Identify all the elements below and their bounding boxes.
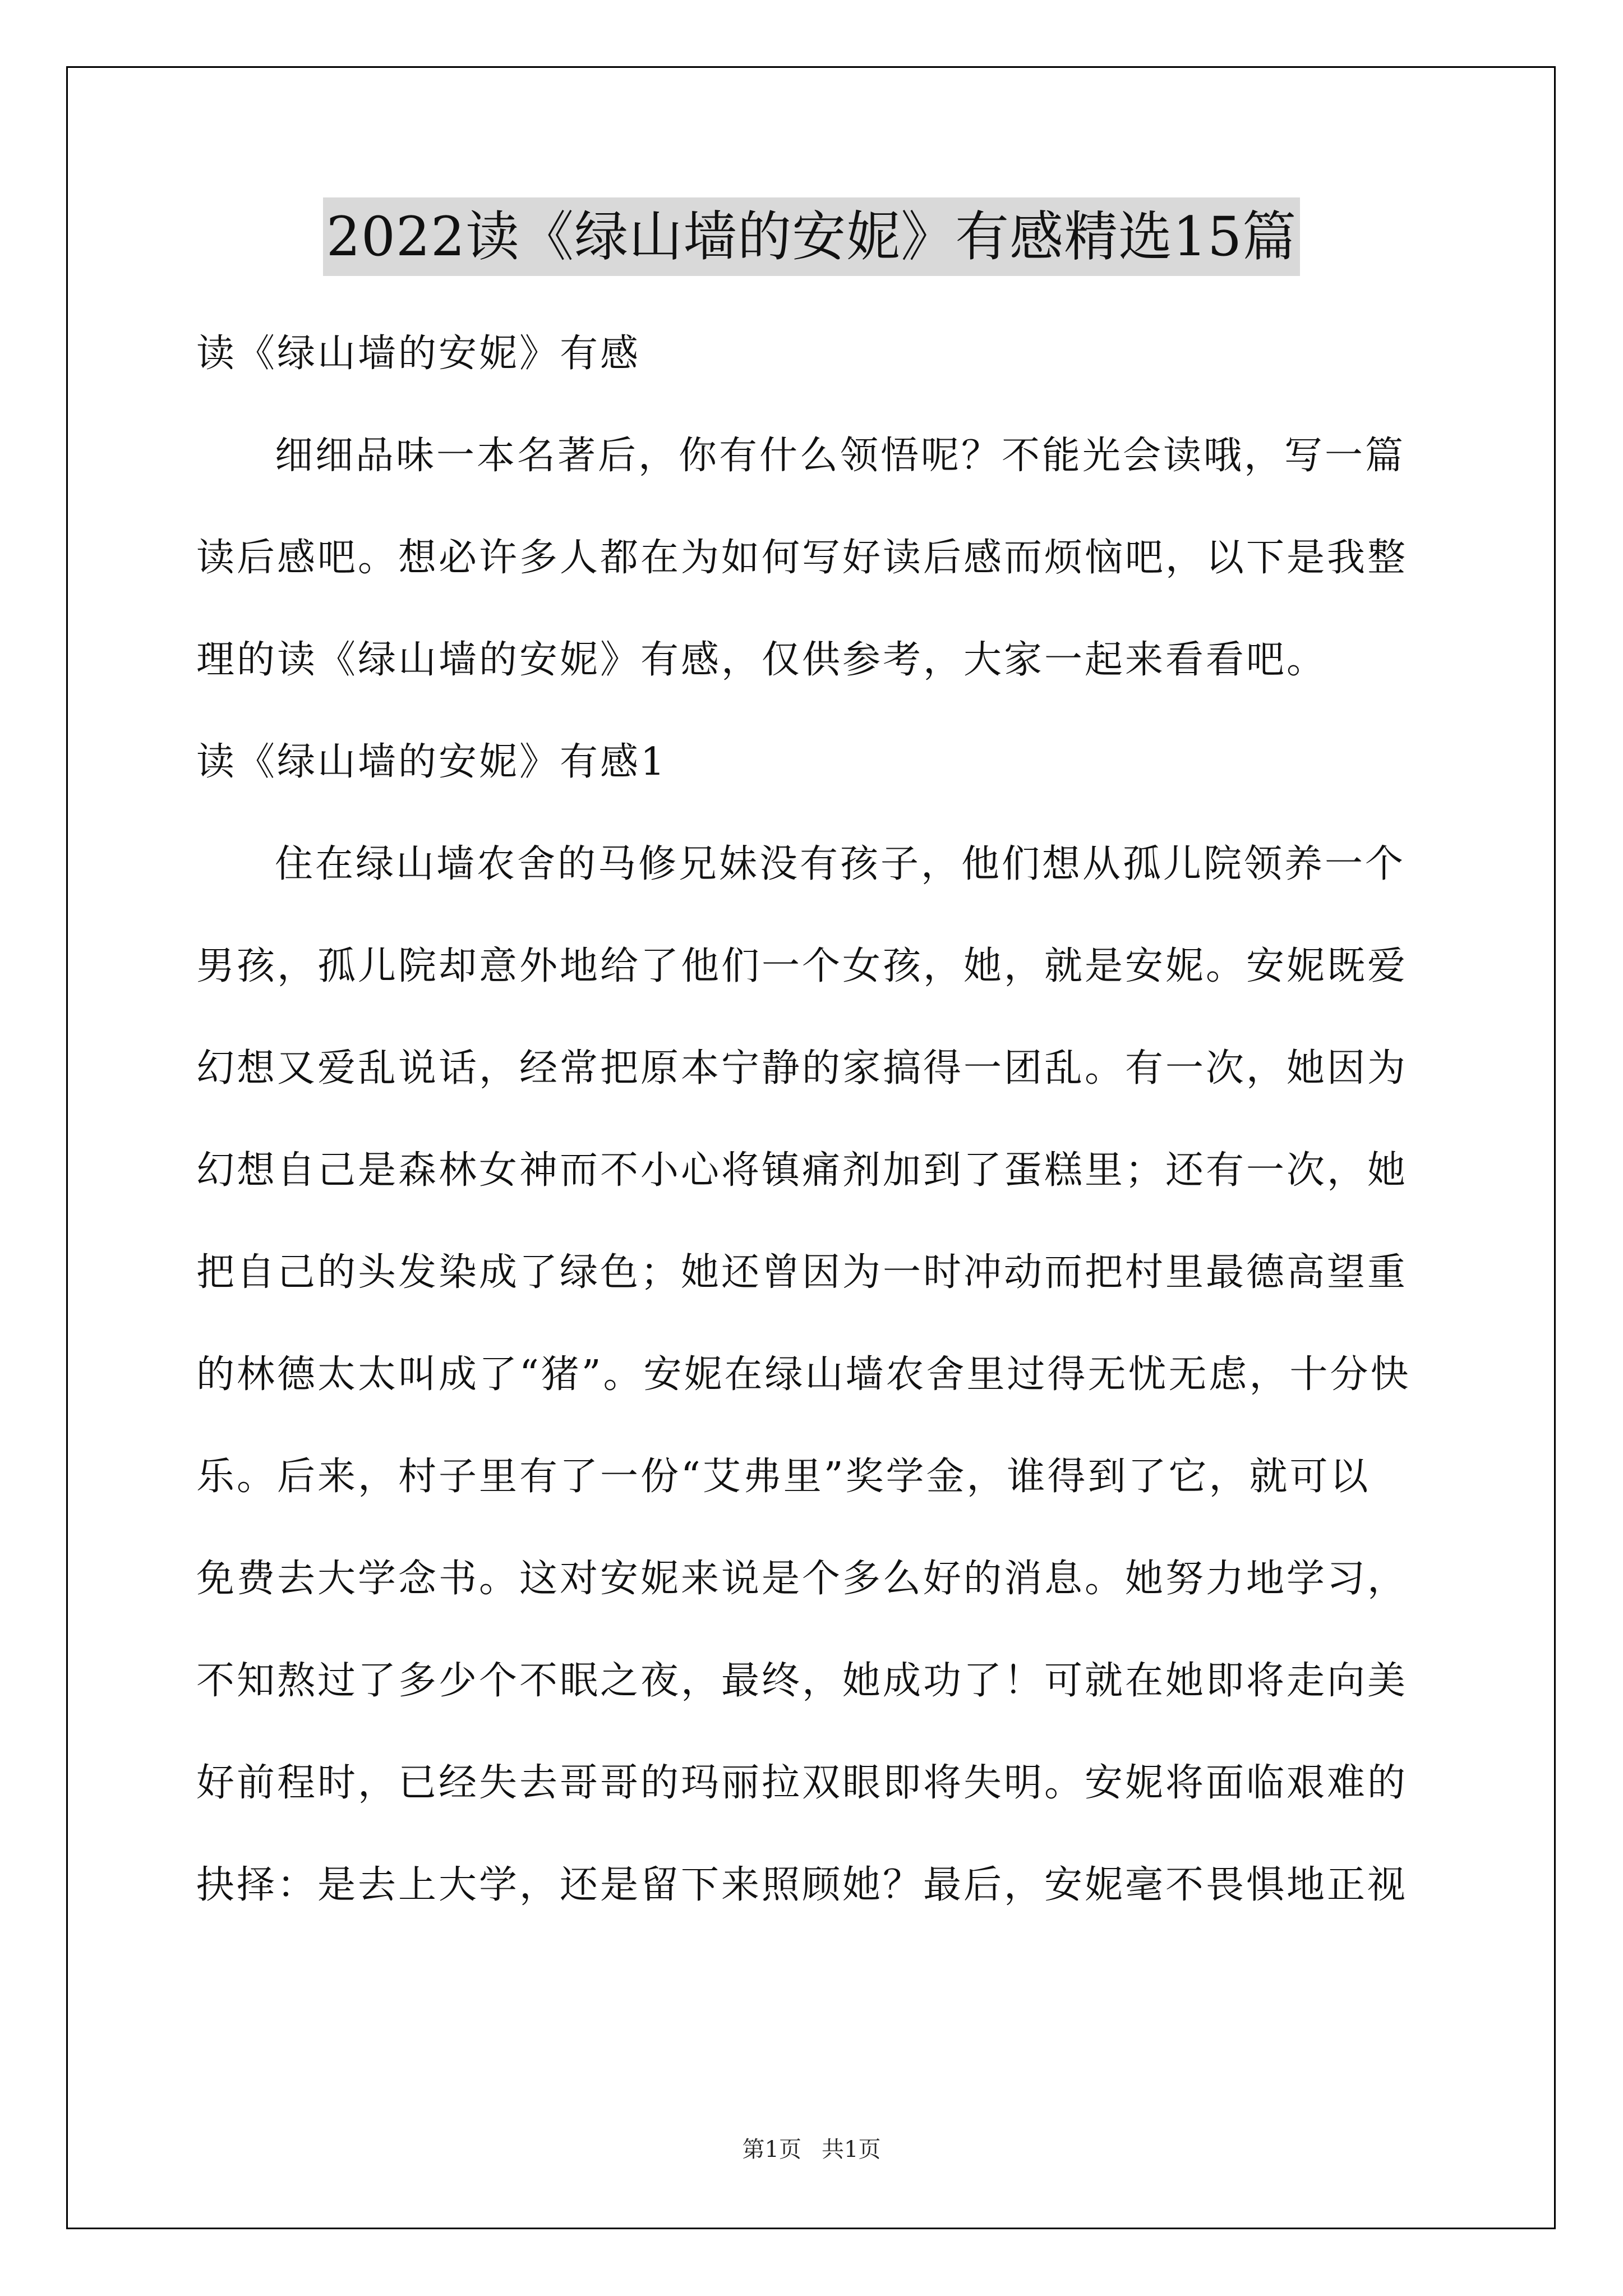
text-line: 幻想自己是森林女神而不小心将镇痛剂加到了蛋糕里；还有一次，她 [196, 1148, 1408, 1193]
text-line: 理的读《绿山墙的安妮》有感，仅供参考，大家一起来看看吧。 [196, 638, 1327, 682]
text-line: 免费去大学念书。这对安妮来说是个多么好的消息。她努力地学习， [196, 1557, 1408, 1601]
text-line: 乐。后来，村子里有了一份“艾弗里”奖学金，谁得到了它，就可以 [196, 1455, 1371, 1499]
document-title: 2022读《绿山墙的安妮》有感精选15篇 [323, 197, 1300, 276]
text-line: 的林德太太叫成了“猪”。安妮在绿山墙农舍里过得无忧无虑，十分快 [196, 1352, 1411, 1397]
text-line: 读《绿山墙的安妮》有感1 [196, 740, 667, 784]
text-line: 读后感吧。想必许多人都在为如何写好读后感而烦恼吧，以下是我整 [196, 536, 1408, 580]
title-container [0, 197, 1623, 276]
text-line: 住在绿山墙农舍的马修兄妹没有孩子，他们想从孤儿院领养一个 [275, 842, 1406, 886]
document-body [196, 303, 1430, 1936]
text-line: 好前程时，已经失去哥哥的玛丽拉双眼即将失明。安妮将面临艰难的 [196, 1761, 1408, 1805]
text-line: 不知熬过了多少个不眠之夜，最终，她成功了！可就在她即将走向美 [196, 1659, 1408, 1703]
text-line: 男孩，孤儿院却意外地给了他们一个女孩，她，就是安妮。安妮既爱 [196, 944, 1408, 988]
page-number: 第1页 [742, 2137, 801, 2162]
text-line: 读《绿山墙的安妮》有感 [196, 332, 641, 376]
text-line: 把自己的头发染成了绿色；她还曾因为一时冲动而把村里最德高望重 [196, 1250, 1408, 1295]
page-footer [0, 2133, 1623, 2166]
page-total: 共1页 [822, 2137, 881, 2162]
text-line: 抉择：是去上大学，还是留下来照顾她？最后，安妮毫不畏惧地正视 [196, 1863, 1408, 1907]
text-line: 细细品味一本名著后，你有什么领悟呢？不能光会读哦，写一篇 [275, 434, 1406, 478]
text-line: 幻想又爱乱说话，经常把原本宁静的家搞得一团乱。有一次，她因为 [196, 1046, 1408, 1091]
